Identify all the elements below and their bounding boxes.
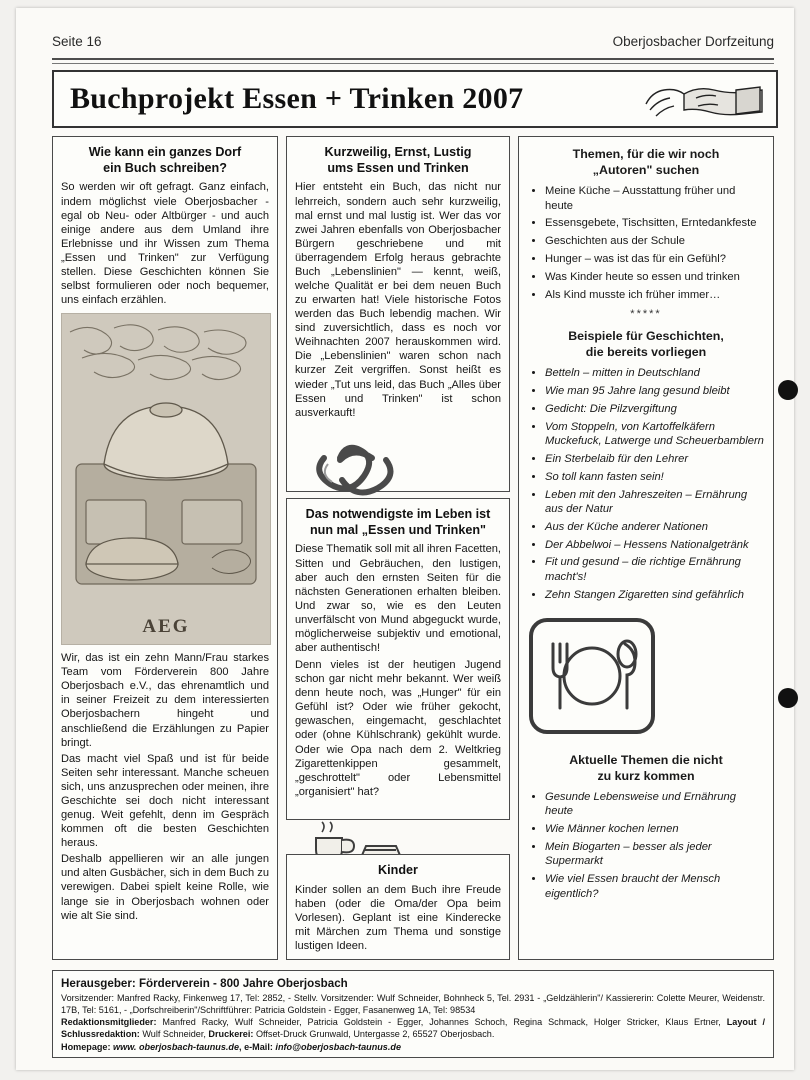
middle-column-3-paragraph: Kinder sollen an dem Buch ihre Freude haben (oder die Oma/der Opa beim Vorlesen). Geplant ist eine Kinderecke mit Märchen zum Thema und sonstige lustigen Ideen. — [295, 883, 501, 953]
middle-column-1-title — [295, 145, 501, 176]
middle-column-2-paragraph-2: Denn vieles ist der heutigen Jugend schon gar nicht mehr bekannt. Wer weiß denn heute noch, was „Hunger" für ein Gefühl ist? Oder wie früher gekocht, gewaschen, eingemacht, geschlachtet oder (ohne Kühlschrank) gekühlt wurde. Oder wie Opa nach dem 2. Weltkrieg Zigarettenkippen gesammelt, „geschrottelt" oder Lebensmittel „organisiert" hat? — [295, 659, 501, 798]
list-item: • Essensgebete, Tischsitten, Erntedankfeste — [545, 216, 765, 230]
publication-title: Oberjosbacher Dorfzeitung — [612, 34, 774, 49]
list-item: • Was Kinder heute so essen und trinken — [545, 270, 765, 284]
list-item: • Leben mit den Jahreszeiten – Ernährung aus der Natur — [545, 488, 765, 517]
right-title1-line1: Themen, für die wir noch — [572, 147, 720, 161]
binder-hole-top — [778, 380, 798, 400]
middle-column-2-paragraph-1: Diese Thematik soll mit all ihren Facetten, Sitten und Gebräuchen, den lustigen, aber auch den ernsten Seiten für die nächsten Generationen erhalten bleiben. Und zwar so, wie es den Leuten unverfälscht von Mund abgeguckt wurde, möglicherweise subjektiv und emotional, aber authentisch! — [295, 543, 501, 655]
header-rule-thin — [52, 63, 774, 64]
mid1-title-line1: Kurzweilig, Ernst, Lustig — [324, 145, 472, 159]
left-title-line1: Wie kann ein ganzes Dorf — [88, 145, 242, 159]
aeg-advertisement-image — [61, 313, 271, 645]
imprint-box — [52, 970, 774, 1058]
list-item: • Zehn Stangen Zigaretten sind gefährlich — [545, 588, 765, 602]
list-item: • Fit und gesund – die richtige Ernährung macht's! — [545, 555, 765, 584]
middle-column-1-paragraph: Hier entsteht ein Buch, das nicht nur lehrreich, sondern auch sehr kurzweilig, mal ernst und mal lustig ist. Wer das vor zwei Jahren ebenfalls von Oberjosbacher Bürgern geschriebene und mit überragendem Erfolg heraus gebrachte Buch „Lebenslinien" — kennt, weiß, welche Qualität er bei dem neuen Buch zu erwarten hat! Viele historische Fotos werden das Buch lebendig machen. Wir sind zuversichtlich, dass es noch vor Weihnachten 2007 herauskommen wird. Die „Lebenslinien" waren schon nach kurzer Zeit vergriffen. Sonst heißt es wieder „Tut uns leid, das Buch „Alles über Essen und Trinken" ist schon ausverkauft! — [295, 181, 501, 419]
list-item: • Hunger – was ist das für ein Gefühl? — [545, 252, 765, 266]
email-label: , e-Mail: — [239, 1042, 276, 1053]
plate-knife-fork-spoon-icon — [527, 616, 657, 736]
left-paragraph-1: So werden wir oft gefragt. Ganz einfach, indem möglichst viele Oberjosbacher - egal ob Neu- oder Altbürger - und auch einige andere aus dem Umland ihre Erlebnisse und ihr Wissen zum Thema „Essen und Trinken" zur Verfügung stellen. Diese Geschichten können Sie selbst formulieren oder noch bequemer, uns einfach erzählen. — [61, 181, 269, 307]
running-head — [52, 34, 774, 49]
right-title3-line2: zu kurz kommen — [597, 769, 695, 784]
homepage-url[interactable]: www. oberjosbach-taunus.de — [113, 1042, 240, 1053]
list-item: • Meine Küche – Ausstattung früher und heute — [545, 184, 765, 213]
list-item: • Vom Stoppeln, von Kartoffelkäfern Muckefuck, Latwerge und Scheuerbamblern — [545, 420, 765, 449]
column-right — [518, 136, 774, 960]
list-item: • Wie viel Essen braucht der Mensch eigentlich? — [545, 872, 765, 901]
current-topics-list — [527, 790, 765, 901]
list-item: • So toll kann fasten sein! — [545, 470, 765, 484]
page-number-label: Seite 16 — [52, 34, 102, 49]
right-title-1 — [527, 146, 765, 178]
column-middle-mid — [286, 498, 510, 820]
topics-wanted-list — [527, 184, 765, 302]
list-item: • Als Kind musste ich früher immer… — [545, 288, 765, 302]
list-item: • Aus der Küche anderer Nationen — [545, 520, 765, 534]
masthead-title: Buchprojekt Essen + Trinken 2007 — [70, 82, 524, 115]
list-item: • Wie Männer kochen lernen — [545, 822, 765, 836]
list-item: • Mein Biogarten – besser als jeder Supermarkt — [545, 840, 765, 869]
imprint-contact-line — [61, 1042, 765, 1054]
list-item: • Geschichten aus der Schule — [545, 234, 765, 248]
left-paragraph-2: Wir, das ist ein zehn Mann/Frau starkes Team vom Förderverein 800 Jahre Oberjosbach e.V., das ehrenamtlich und in seiner Freizeit zu dem interessierten Oberjosbachern hingeht und anschließend die Erzählungen zu Papier bringt. — [61, 652, 269, 749]
imprint-editors-label: Redaktionsmitglieder: — [61, 1016, 157, 1027]
imprint-layout-label: Layout / Schlussredaktion: — [61, 1016, 765, 1039]
list-item: • Ein Sterbelaib für den Lehrer — [545, 452, 765, 466]
right-title1-line2: „Autoren" suchen — [592, 163, 700, 178]
list-item: • Gedicht: Die Pilzvergiftung — [545, 402, 765, 416]
mid1-title-line2: ums Essen und Trinken — [327, 160, 469, 175]
left-paragraph-3: Das macht viel Spaß und ist für beide Seiten sehr interessant. Manche scheuen sich, uns anzusprechen oder meinen, ihre Geschichte sei doch nicht interessant genug. Weit gefehlt, denn im Gespräch kommen oft die besten Geschichten heraus. — [61, 752, 269, 850]
imprint-board-line: Vorsitzender: Manfred Racky, Finkenweg 17, Tel: 2852, - Stellv. Vorsitzender: Wulf Schneider, Bohnheck 5, Tel. 2931 - „Geldzählerin"/ Kassiererin: Colette Meurer, Weidenstr. 17B, Tel: 5161, - „Dorfschreiberin"/Schriftführer: Patricia Goldstein - Egger, Fasanenweg 1A, Tel: 98534 — [61, 993, 765, 1015]
paper-sheet — [16, 8, 794, 1070]
list-item: • Wie man 95 Jahre lang gesund bleibt — [545, 384, 765, 398]
section-divider-stars: ***** — [630, 308, 662, 321]
left-title-line2: ein Buch schreiben? — [103, 160, 227, 175]
imprint-heading: Herausgeber: Förderverein - 800 Jahre Oberjosbach — [61, 977, 348, 990]
list-item: • Gesunde Lebensweise und Ernährung heute — [545, 790, 765, 819]
right-title-3 — [527, 752, 765, 784]
middle-column-3-title: Kinder — [378, 863, 418, 877]
column-middle-bottom — [286, 854, 510, 960]
right-title3-line1: Aktuelle Themen die nicht — [569, 752, 723, 767]
homepage-label: Homepage: — [61, 1042, 114, 1053]
imprint-printer-value: Offset-Druck Grunwald, Untergasse 2, 65527 Oberjosbach. — [253, 1028, 495, 1039]
right-title2-line1: Beispiele für Geschichten, — [568, 329, 724, 344]
column-left — [52, 136, 278, 960]
mid2-title-line2: nun mal „Essen und Trinken" — [309, 522, 487, 537]
email-address[interactable]: info@oberjosbach-taunus.de — [275, 1042, 401, 1053]
binder-hole-bottom — [778, 688, 798, 708]
existing-stories-list — [527, 366, 765, 602]
right-title2-line2: die bereits vorliegen — [585, 345, 707, 360]
list-item: • Der Abbelwoi – Hessens Nationalgetränk — [545, 538, 765, 552]
imprint-layout-value: Wulf Schneider, — [139, 1028, 209, 1039]
middle-column-2-title — [295, 507, 501, 538]
list-item: • Betteln – mitten in Deutschland — [545, 366, 765, 380]
right-title-2 — [527, 328, 765, 360]
left-paragraph-4: Deshalb appellieren wir an alle jungen und alten Gusbächer, sich in dem Buch zu verewigen. Dabei spielt keine Rolle, wie lange sie in Oberjosbach wohnen oder wie alt Sie sind. — [61, 853, 269, 922]
masthead — [52, 70, 778, 128]
left-column-title — [61, 145, 269, 176]
aeg-logo-caption: AEG — [142, 616, 190, 638]
header-rule — [52, 58, 774, 60]
mid2-title-line1: Das notwendigste im Leben ist — [305, 507, 491, 521]
imprint-editors-value: Manfred Racky, Wulf Schneider, Patricia Goldstein - Egger, Johannes Schoch, Regina Schmack, Holger Stricker, Klaus Ertner, — [156, 1016, 727, 1027]
hand-with-sausage-icon — [638, 74, 768, 124]
imprint-printer-label: Druckerei: — [208, 1028, 254, 1039]
imprint-editors-line — [61, 1017, 765, 1041]
